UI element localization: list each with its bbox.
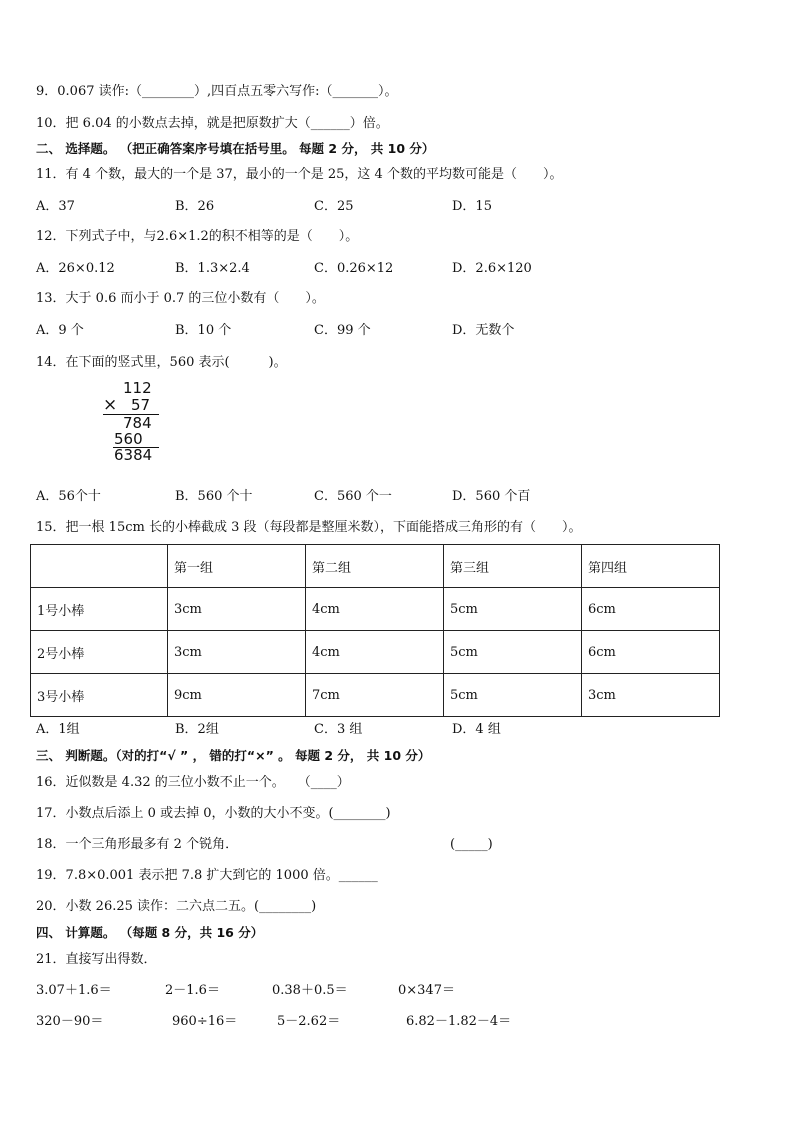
table-header-cell: 第二组 xyxy=(306,545,444,588)
calc-item: 2－1.6＝ xyxy=(165,983,220,998)
table-cell: 4cm xyxy=(306,588,444,631)
table-cell: 6cm xyxy=(582,588,720,631)
question-9: 9．0.067 读作:（________）,四百点五零六写作:（_______）。 xyxy=(36,84,398,99)
table-row xyxy=(31,588,720,631)
multiplier: 57 xyxy=(131,396,151,414)
option-d: D．无数个 xyxy=(452,323,515,338)
option-d: D．2.6×120 xyxy=(452,261,532,276)
table-cell: 6cm xyxy=(582,631,720,674)
option-d: D．15 xyxy=(452,199,492,214)
table-cell: 3cm xyxy=(168,588,306,631)
question-20: 20．小数 26.25 读作：二六点二五。(________) xyxy=(36,899,317,914)
multiplicand: 112 xyxy=(123,379,152,397)
option-a: A．1组 xyxy=(36,722,80,737)
option-b: B．2组 xyxy=(175,722,219,737)
table-header-cell: 第三组 xyxy=(444,545,582,588)
question-11: 11．有 4 个数，最大的一个是 37，最小的一个是 25，这 4 个数的平均数可能是（ ）。 xyxy=(36,167,563,182)
table-row xyxy=(31,674,720,717)
option-b: B．1.3×2.4 xyxy=(175,261,250,276)
option-a: A．56个十 xyxy=(36,489,101,504)
question-21: 21．直接写出得数． xyxy=(36,952,157,967)
table-header-cell: 第四组 xyxy=(582,545,720,588)
table-header-cell xyxy=(31,545,168,588)
option-c: C．25 xyxy=(314,199,354,214)
option-a: A．37 xyxy=(36,199,75,214)
calc-item: 0.38＋0.5＝ xyxy=(272,983,348,998)
option-a: A．26×0.12 xyxy=(36,261,115,276)
question-19: 19．7.8×0.001 表示把 7.8 扩大到它的 1000 倍。______ xyxy=(36,868,378,883)
calc-item: 320－90＝ xyxy=(36,1014,104,1029)
option-c: C．560 个一 xyxy=(314,489,392,504)
section-2-heading: 二、 选择题。 （把正确答案序号填在括号里。 每题 2 分， 共 10 分） xyxy=(36,141,435,156)
table-cell: 5cm xyxy=(444,588,582,631)
calc-item: 960÷16＝ xyxy=(172,1014,238,1029)
question-18: 18．一个三角形最多有 2 个锐角． xyxy=(36,837,239,852)
table-cell: 7cm xyxy=(306,674,444,717)
stick-table xyxy=(30,544,720,717)
table-row xyxy=(31,631,720,674)
table-cell: 9cm xyxy=(168,674,306,717)
section-3-heading: 三、 判断题。（对的打“√ ” ， 错的打“×” 。 每题 2 分， 共 10 分） xyxy=(36,748,431,763)
partial-product-1: 784 xyxy=(123,414,152,432)
question-15: 15．把一根 15cm 长的小棒截成 3 段（每段都是整厘米数），下面能搭成三角形的有（ ）。 xyxy=(36,520,582,535)
section-4-heading: 四、 计算题。 （每题 8 分，共 16 分） xyxy=(36,925,264,940)
partial-product-2: 560 xyxy=(114,430,143,448)
question-17: 17．小数点后添上 0 或去掉 0，小数的大小不变。(________) xyxy=(36,806,391,821)
table-cell: 4cm xyxy=(306,631,444,674)
option-d: D．4 组 xyxy=(452,722,501,737)
question-10: 10．把 6.04 的小数点去掉，就是把原数扩大（______）倍。 xyxy=(36,116,389,131)
option-b: B．10 个 xyxy=(175,323,232,338)
option-c: C．0.26×12 xyxy=(314,261,394,276)
calc-item: 6.82－1.82－4＝ xyxy=(406,1014,512,1029)
option-c: C．99 个 xyxy=(314,323,371,338)
table-cell: 5cm xyxy=(444,674,582,717)
table-cell: 3cm xyxy=(582,674,720,717)
table-cell: 3号小棒 xyxy=(31,674,168,717)
question-16: 16．近似数是 4.32 的三位小数不止一个。 （____） xyxy=(36,775,350,790)
question-13: 13．大于 0.6 而小于 0.7 的三位小数有（ ）。 xyxy=(36,291,325,306)
calc-item: 3.07＋1.6＝ xyxy=(36,983,112,998)
question-12: 12．下列式子中，与2.6×1.2的积不相等的是（ ）。 xyxy=(36,229,359,244)
option-b: B．26 xyxy=(175,199,215,214)
calc-item: 0×347＝ xyxy=(398,983,455,998)
table-cell: 3cm xyxy=(168,631,306,674)
table-cell: 2号小棒 xyxy=(31,631,168,674)
calc-item: 5－2.62＝ xyxy=(277,1014,341,1029)
option-b: B．560 个十 xyxy=(175,489,253,504)
times-sign: × xyxy=(103,395,118,415)
table-header-cell: 第一组 xyxy=(168,545,306,588)
answer-blank-18: (_____) xyxy=(450,837,493,852)
option-d: D．560 个百 xyxy=(452,489,531,504)
table-header-row xyxy=(31,545,720,588)
vertical-multiplication xyxy=(103,379,163,464)
table-cell: 1号小棒 xyxy=(31,588,168,631)
table-cell: 5cm xyxy=(444,631,582,674)
option-c: C．3 组 xyxy=(314,722,363,737)
option-a: A．9 个 xyxy=(36,323,84,338)
product: 6384 xyxy=(114,446,153,464)
question-14: 14．在下面的竖式里，560 表示( )。 xyxy=(36,355,287,370)
